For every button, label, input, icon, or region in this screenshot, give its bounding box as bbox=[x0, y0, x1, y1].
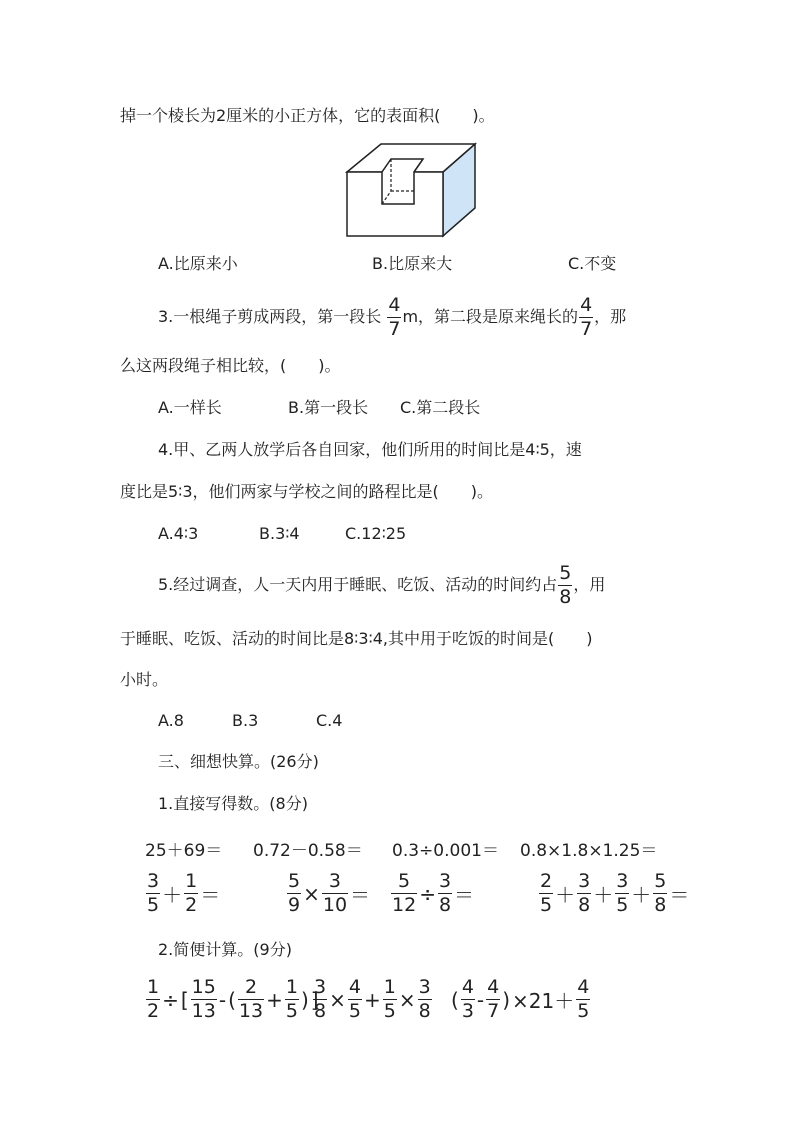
calc-item: $\frac{5}{9}$ × $\frac{3}{10}$ ＝ bbox=[288, 870, 371, 916]
calc-expression-1: $\frac{1}{2}$ ÷ [ $\frac{15}{13}$ - ( $\frac{2}{13}$ + $\frac{1}{5}$ ) ] bbox=[147, 976, 319, 1022]
fraction: $\frac{5}{8}$ bbox=[559, 562, 572, 608]
cube-figure bbox=[345, 142, 477, 238]
calc-item: $\frac{3}{5}$ ＋ $\frac{1}{2}$ ＝ bbox=[147, 870, 221, 916]
q4-line1: 4.甲、乙两人放学后各自回家，他们所用的时间比是4∶5，速 bbox=[158, 440, 582, 459]
section3-sub1: 1.直接写得数。(8分) bbox=[158, 794, 308, 813]
q5-line2: 于睡眠、吃饭、活动的时间比是8∶3∶4,其中用于吃饭的时间是( ) bbox=[120, 629, 593, 648]
fraction: $\frac{4}{7}$ bbox=[580, 294, 593, 340]
q4-option-b: B.3∶4 bbox=[259, 524, 300, 543]
q2-text: 掉一个棱长为2厘米的小正方体，它的表面积( )。 bbox=[120, 106, 495, 125]
calc-item: 0.3÷0.001＝ bbox=[392, 841, 499, 861]
q5-option-a: A.8 bbox=[158, 711, 184, 730]
q2-option-a: A.比原来小 bbox=[158, 254, 238, 273]
calc-item: 0.8×1.8×1.25＝ bbox=[520, 841, 658, 861]
q2-option-c: C.不变 bbox=[568, 254, 617, 273]
q4-line2: 度比是5∶3，他们两家与学校之间的路程比是( )。 bbox=[120, 482, 494, 501]
q5-line1: 5.经过调查，人一天内用于睡眠、吃饭、活动的时间约占 $\frac{5}{8}$ ，用 bbox=[158, 562, 606, 608]
calc-expression-3: ( $\frac{4}{3}$ - $\frac{4}{7}$ ) ×21＋ $\frac{4}{5}$ bbox=[451, 976, 590, 1022]
q3-option-c: C.第二段长 bbox=[400, 398, 481, 417]
q5-option-c: C.4 bbox=[316, 711, 343, 730]
calc-item: 0.72－0.58＝ bbox=[253, 841, 363, 861]
section3-title: 三、细想快算。(26分) bbox=[158, 752, 319, 771]
calc-item: $\frac{2}{5}$ ＋ $\frac{3}{8}$ ＋ $\frac{3}{5}$ ＋ $\frac{5}{8}$ ＝ bbox=[540, 870, 690, 916]
q4-option-a: A.4∶3 bbox=[158, 524, 199, 543]
section3-sub2: 2.简便计算。(9分) bbox=[158, 940, 292, 959]
fraction: $\frac{4}{7}$ bbox=[388, 294, 401, 340]
q3-line2: 么这两段绳子相比较，( )。 bbox=[120, 356, 341, 375]
q3-option-b: B.第一段长 bbox=[288, 398, 369, 417]
calc-item: $\frac{5}{12}$ ÷ $\frac{3}{8}$ ＝ bbox=[392, 870, 475, 916]
q4-option-c: C.12∶25 bbox=[345, 524, 407, 543]
q2-option-b: B.比原来大 bbox=[372, 254, 453, 273]
q5-line3: 小时。 bbox=[120, 670, 169, 689]
calc-expression-2: $\frac{3}{8}$ × $\frac{4}{5}$ + $\frac{1}{5}$ × $\frac{3}{8}$ bbox=[314, 976, 431, 1022]
q3-option-a: A.一样长 bbox=[158, 398, 222, 417]
calc-item: 25＋69＝ bbox=[145, 841, 223, 861]
q3-line1: 3.一根绳子剪成两段，第一段长 $\frac{4}{7}$ m，第二段是原来绳长的 $\frac{4}{7}$ ，那 bbox=[158, 294, 627, 340]
q5-option-b: B.3 bbox=[232, 711, 259, 730]
